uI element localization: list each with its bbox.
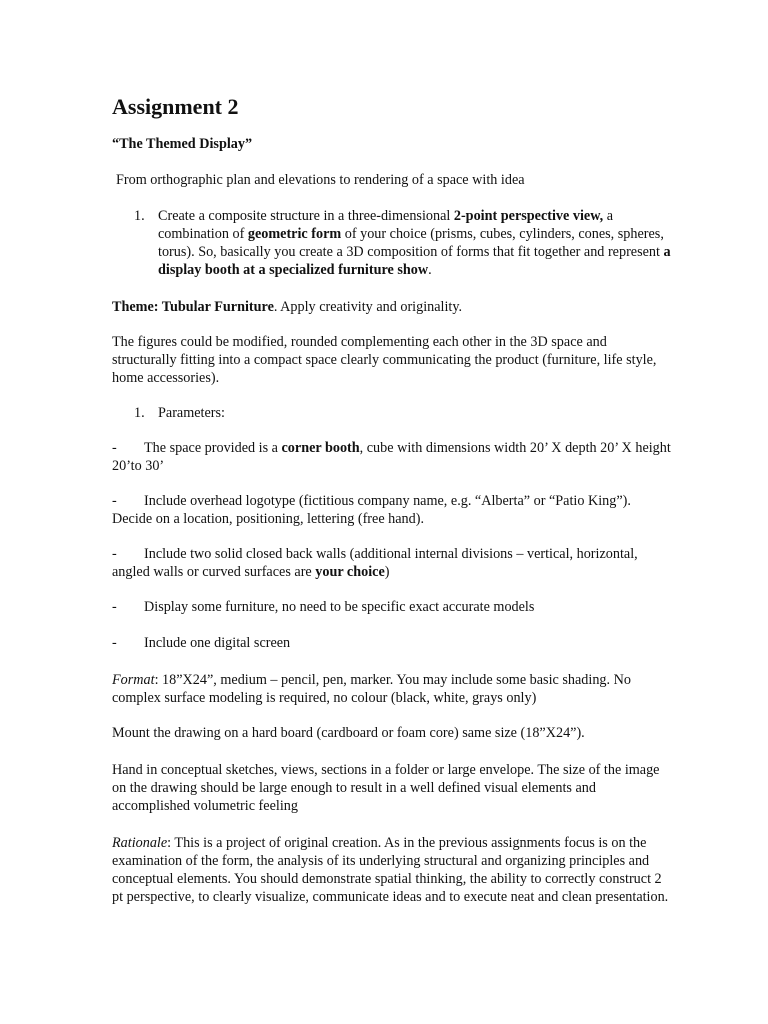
dash-bullet: -: [112, 546, 117, 562]
mount-paragraph: Mount the drawing on a hard board (cardboard or foam core) same size (18”X24”).: [112, 725, 585, 741]
numbered-item-2: [112, 404, 672, 422]
theme-label: Theme: Tubular Furniture: [112, 299, 274, 315]
item-body: [141, 207, 672, 279]
theme-line: [112, 298, 672, 316]
rationale-paragraph: [112, 834, 672, 906]
item-body: Parameters:: [158, 405, 225, 421]
item-text: of your choice (prisms, cubes, cylinders, cones, spheres, torus). So, basically you create a 3D composition of forms that fit together and represent: [158, 226, 664, 260]
item-text: Create a composite structure in a three-dimensional: [158, 208, 454, 224]
format-label: Format: [112, 672, 155, 688]
assignment-title: Assignment 2: [112, 94, 239, 119]
figures-paragraph: The figures could be modified, rounded complementing each other in the 3D space and structurally fitting into a compact space clearly communicating the product (furniture, life style, home accessories).: [112, 334, 657, 386]
item-bold: a display booth at a specialized furniture show: [158, 244, 671, 278]
handin-paragraph: Hand in conceptual sketches, views, sections in a folder or large envelope. The size of the image on the drawing should be large enough to result in a well defined visual elements and accomplished volumetric feeling: [112, 762, 660, 814]
param-item: [112, 598, 672, 616]
param-item: [112, 634, 672, 652]
numbered-item-1: [112, 207, 672, 279]
dash-bullet: -: [112, 599, 117, 615]
param-text: Display some furniture, no need to be specific exact accurate models: [144, 599, 535, 615]
assignment-subtitle: “The Themed Display”: [112, 136, 253, 152]
item-number: 1.: [134, 208, 145, 224]
param-bold: corner booth: [281, 440, 360, 456]
item-bold: 2-point perspective view,: [453, 208, 604, 224]
param-text: Include one digital screen: [144, 635, 291, 651]
document-page: [112, 93, 672, 906]
format-text: : 18”X24”, medium – pencil, pen, marker. You may include some basic shading. No complex surface modeling is required, no colour (black, white, grays only): [112, 672, 631, 706]
item-text: a combination of: [158, 208, 614, 242]
param-item: [112, 439, 672, 475]
dash-bullet: -: [112, 440, 117, 456]
param-item: [112, 545, 672, 581]
param-text: Include overhead logotype (fictitious company name, e.g. “Alberta” or “Patio King”). Decide on a location, positioning, lettering (free hand).: [112, 493, 631, 527]
param-bold: your choice: [315, 564, 385, 580]
rationale-text: : This is a project of original creation. As in the previous assignments focus is on the examination of the form, the analysis of its underlying structural and organizing principles and conceptual elements. You should demonstrate spatial thinking, the ability to correctly construct 2 pt perspective, to clearly visualize, communicate ideas and to execute neat and clean presentation.: [112, 835, 669, 905]
dash-bullet: -: [112, 493, 117, 509]
rationale-label: Rationale: [112, 835, 168, 851]
param-text: The space provided is a: [144, 440, 282, 456]
item-text: .: [428, 262, 432, 278]
intro-line: From orthographic plan and elevations to rendering of a space with idea: [116, 172, 525, 188]
theme-text: . Apply creativity and originality.: [273, 299, 463, 315]
format-paragraph: [112, 671, 672, 707]
parameters-list: [112, 439, 672, 652]
dash-bullet: -: [112, 635, 117, 651]
param-text: ): [384, 564, 390, 580]
item-bold: geometric form: [247, 226, 342, 242]
param-item: [112, 492, 672, 528]
item-number: 1.: [134, 405, 145, 421]
param-text: Include two solid closed back walls (additional internal divisions – vertical, horizontal, angled walls or curved surfaces are: [112, 546, 638, 580]
param-text: , cube with dimensions width 20’ X depth 20’ X height 20’to 30’: [112, 440, 671, 474]
